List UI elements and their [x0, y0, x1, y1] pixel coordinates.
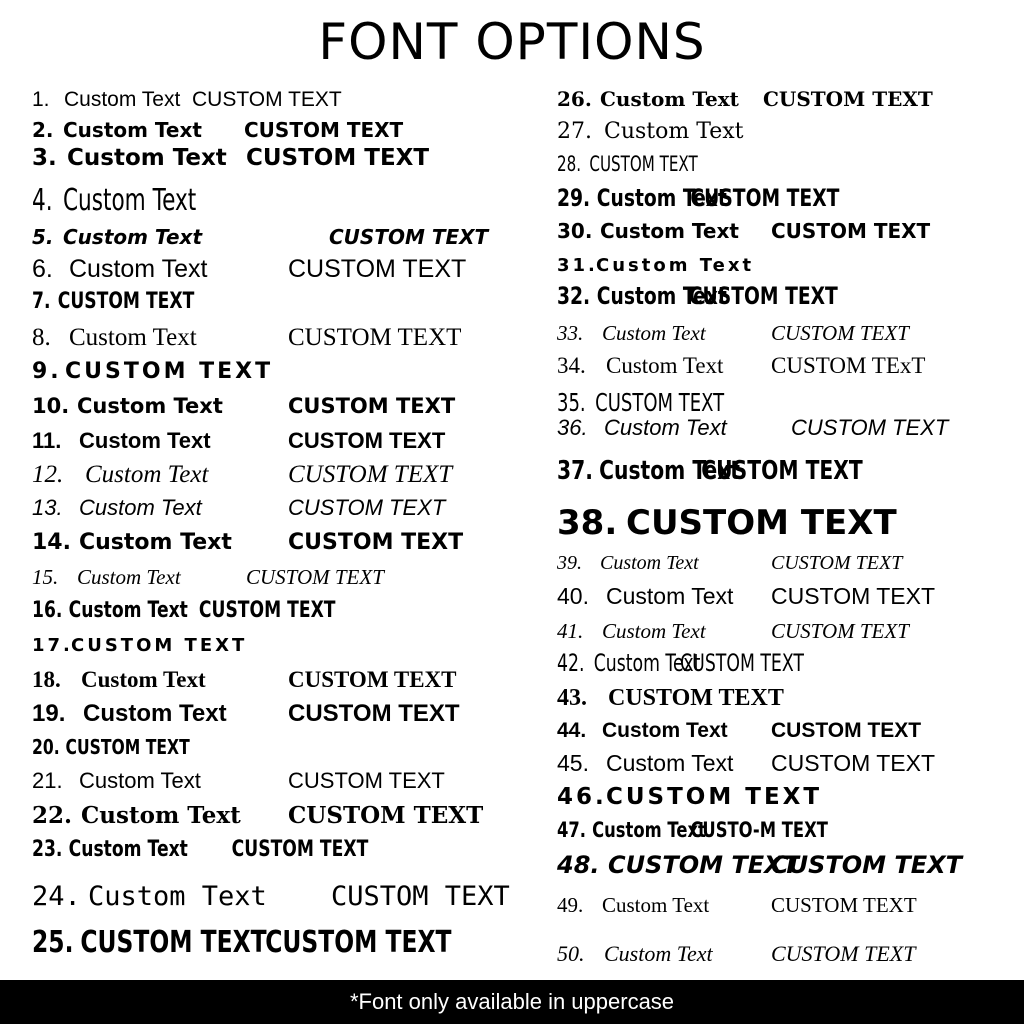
font-option-number: 6.: [32, 255, 53, 283]
font-sample-upper: CUSTOM TEXT: [680, 649, 804, 677]
font-sample-upper: CUSTOM TEXT: [688, 282, 838, 310]
font-option-number: 19.: [32, 700, 66, 727]
font-sample-mixed: Custom Text: [81, 802, 241, 829]
font-sample-upper: CUSTOM TEXT: [771, 719, 922, 742]
font-sample-upper: CUSTOM TEXT: [701, 456, 863, 486]
font-option-number: 39.: [557, 552, 582, 574]
font-option-number: 13.: [32, 495, 63, 520]
font-sample-mixed: Custom Text: [602, 321, 706, 345]
font-sample-mixed: Custom Text: [604, 415, 727, 440]
font-option-number: 45.: [557, 750, 589, 776]
font-option-number: 40.: [557, 583, 589, 609]
font-sample-upper: CUSTOM TEXT: [791, 415, 949, 440]
font-sample-upper: CUSTOM TEXT: [288, 768, 445, 793]
font-sample-upper: CUSTOM TEXT: [288, 255, 467, 283]
font-sample-upper: CUSTOM TEXT: [231, 837, 369, 862]
font-sample-upper: CUSTOM TEXT: [771, 893, 917, 917]
font-sample-mixed: Custom Text: [68, 837, 188, 862]
font-sample-mixed: Custom Text: [81, 667, 206, 692]
font-sample-mixed: Custom Text: [83, 700, 227, 727]
font-sample-upper: CUSTOM TEXT: [771, 219, 931, 243]
font-sample-mixed: CUSTOM TEXT: [626, 503, 897, 543]
font-sample-upper: CUSTOM TEXT: [771, 750, 935, 776]
font-option-number: 14.: [32, 530, 71, 555]
font-sample-mixed: Custom Text: [596, 282, 727, 310]
font-option-number: 2.: [32, 118, 54, 142]
font-sample-upper: CUSTOM TEXT: [288, 802, 484, 829]
font-sample-upper: CUSTOM TEXT: [244, 118, 404, 142]
font-sample-mixed: CUSTOM TEXT: [608, 685, 784, 711]
font-option-number: 22.: [32, 802, 73, 829]
font-sample-mixed: Custom Text: [593, 649, 701, 677]
font-option-number: 46.: [557, 784, 607, 810]
font-option-number: 37.: [557, 456, 593, 486]
font-sample-upper: CUSTOM TEXT: [288, 495, 446, 520]
footer-note: *Font only available in uppercase: [0, 980, 1024, 1024]
font-sample-mixed: Custom Text: [79, 768, 201, 793]
font-option-number: 18.: [32, 667, 61, 692]
font-sample-mixed: Custom Text: [596, 255, 755, 276]
font-sample-upper: CUSTOM TEXT: [690, 184, 840, 212]
font-sample-upper: CUSTOM TEXT: [771, 851, 963, 879]
font-sample-mixed: Custom Text: [79, 495, 202, 520]
font-sample-mixed: Custom Text: [602, 893, 710, 917]
page-title: FONT OPTIONS: [318, 13, 706, 71]
font-sample-mixed: CUSTOM TEXT: [595, 388, 725, 417]
font-sample-mixed: Custom Text: [600, 219, 739, 243]
font-sample-upper: CUSTO-M TEXT: [690, 818, 828, 842]
font-option-number: 31.: [557, 255, 598, 276]
font-sample-upper: CUSTOM TEXT: [288, 324, 462, 351]
font-sample-mixed: Custom Text: [77, 394, 223, 418]
font-sample-mixed: Custom Text: [63, 225, 203, 249]
font-option-number: 12.: [32, 461, 64, 488]
font-sample-upper: CUSTOM TEXT: [192, 88, 342, 111]
font-sample-mixed: CUSTOM TEXT: [606, 784, 823, 810]
font-sample-mixed: Custom Text: [69, 255, 208, 283]
font-sample-mixed: CUSTOM TEXT: [57, 289, 195, 314]
font-option-number: 50.: [557, 941, 585, 966]
font-option-number: 15.: [32, 565, 59, 589]
font-sample-mixed: CUSTOM TEXT: [80, 925, 267, 960]
font-option-number: 34.: [557, 353, 586, 378]
font-sample-mixed: Custom Text: [67, 145, 227, 171]
font-sample-upper: CUSTOM TExT: [771, 353, 926, 378]
font-sample-mixed: Custom Text: [77, 565, 181, 589]
font-option-number: 10.: [32, 394, 70, 418]
font-option-number: 42.: [557, 649, 585, 677]
font-sample-mixed: CUSTOM TEXT: [71, 635, 248, 656]
font-option-number: 9.: [32, 359, 62, 384]
font-sample-upper: CUSTOM TEXT: [771, 619, 909, 643]
font-sample-mixed: Custom Text: [596, 184, 727, 212]
font-option-number: 47.: [557, 818, 587, 842]
font-sample-mixed: CUSTOM TEXT: [65, 359, 274, 384]
font-option-number: 35.: [557, 388, 586, 417]
font-sample-mixed: Custom Text: [64, 88, 181, 111]
font-option-number: 16.: [32, 598, 63, 623]
font-sample-mixed: CUSTOM TEXT: [589, 152, 698, 176]
font-sample-mixed: Custom Text: [62, 183, 197, 218]
font-sample-mixed: Custom Text: [88, 881, 267, 912]
font-sample-upper: CUSTOM TEXT: [329, 225, 489, 249]
font-option-number: 49.: [557, 893, 584, 917]
font-sample-mixed: Custom Text: [69, 324, 197, 351]
font-sample-upper: CUSTOM TEXT: [288, 428, 446, 453]
font-sample-upper: CUSTOM TEXT: [288, 394, 456, 418]
font-sample-mixed: Custom Text: [606, 750, 734, 776]
font-option-number: 5.: [32, 225, 54, 249]
font-sample-upper: CUSTOM TEXT: [288, 461, 453, 488]
font-option-number: 41.: [557, 619, 584, 643]
font-sample-mixed: Custom Text: [604, 941, 713, 966]
font-sample-upper: CUSTOM TEXT: [771, 321, 909, 345]
font-sample-mixed: Custom Text: [600, 552, 699, 574]
font-sample-upper: CUSTOM TEXT: [763, 87, 933, 111]
font-sample-upper: CUSTOM TEXT: [246, 565, 384, 589]
font-option-number: 48.: [557, 851, 600, 879]
font-option-number: 7.: [32, 289, 51, 314]
font-option-number: 24.: [32, 881, 81, 912]
font-option-number: 28.: [557, 152, 582, 176]
font-sample-upper: CUSTOM TEXT: [288, 667, 457, 692]
font-sample-mixed: Custom Text: [606, 583, 734, 609]
font-sample-mixed: Custom Text: [604, 119, 744, 144]
font-sample-mixed: Custom Text: [63, 118, 202, 142]
font-sample-mixed: Custom Text: [68, 598, 188, 623]
font-sample-upper: CUSTOM TEXT: [288, 700, 460, 727]
font-sample-mixed: Custom Text: [602, 719, 728, 742]
font-option-number: 21.: [32, 768, 63, 793]
font-sample-mixed: Custom Text: [600, 87, 739, 111]
font-option-number: 29.: [557, 184, 591, 212]
font-sample-upper: CUSTOM TEXT: [265, 925, 452, 960]
font-option-number: 26.: [557, 87, 592, 111]
font-sample-mixed: Custom Text: [602, 619, 706, 643]
font-sample-mixed: Custom Text: [79, 530, 232, 555]
font-option-number: 8.: [32, 324, 51, 351]
font-sample-upper: CUSTOM TEXT: [771, 583, 935, 609]
font-sample-mixed: Custom Text: [599, 456, 741, 486]
font-option-number: 25.: [32, 925, 74, 960]
font-sample-mixed: Custom Text: [85, 461, 209, 488]
font-sample-mixed: CUSTOM TEXT: [65, 735, 190, 759]
font-option-number: 1.: [32, 88, 50, 111]
font-sample-upper: CUSTOM TEXT: [331, 881, 510, 912]
font-sample-upper: CUSTOM TEXT: [246, 145, 430, 171]
font-option-number: 23.: [32, 837, 63, 862]
font-option-number: 3.: [32, 145, 57, 171]
font-option-number: 17.: [32, 635, 73, 656]
font-option-number: 32.: [557, 282, 591, 310]
font-sample-upper: CUSTOM TEXT: [771, 941, 916, 966]
font-sample-mixed: Custom Text: [79, 428, 211, 453]
font-option-number: 11.: [32, 428, 62, 453]
font-sample-upper: CUSTOM TEXT: [288, 530, 464, 555]
font-option-number: 27.: [557, 119, 592, 144]
font-option-number: 20.: [32, 735, 60, 759]
font-option-number: 30.: [557, 219, 593, 243]
font-option-number: 38.: [557, 503, 618, 543]
font-option-number: 36.: [557, 415, 588, 440]
font-option-number: 43.: [557, 685, 587, 711]
font-sample-mixed: Custom Text: [592, 818, 706, 842]
font-sample-mixed: CUSTOM TEXT: [608, 851, 800, 879]
font-option-number: 4.: [32, 183, 53, 218]
font-sample-mixed: Custom Text: [606, 353, 724, 378]
font-sample-upper: CUSTOM TEXT: [771, 552, 903, 574]
font-sample-upper: CUSTOM TEXT: [198, 598, 336, 623]
font-option-number: 33.: [557, 321, 584, 345]
font-option-number: 44.: [557, 719, 587, 742]
